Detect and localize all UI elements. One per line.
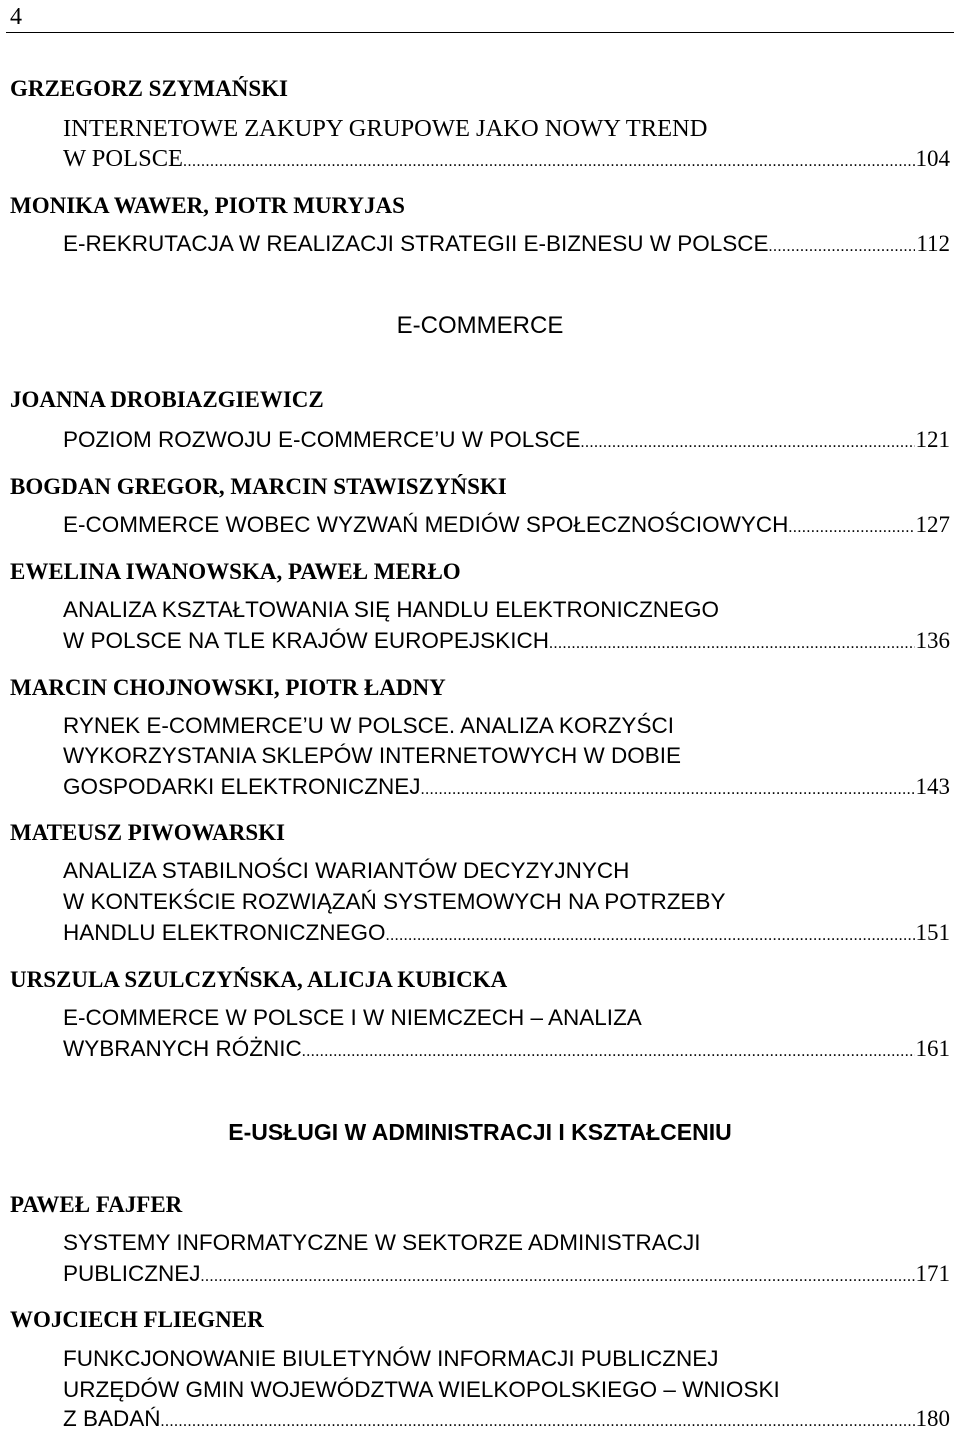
toc-title-line: RYNEK E-COMMERCE’U W POLSCE. ANALIZA KORZYŚCI bbox=[63, 713, 674, 738]
toc-title-line: W POLSCE NA TLE KRAJÓW EUROPEJSKICH bbox=[63, 628, 549, 653]
dot-leader bbox=[769, 232, 916, 262]
toc-title-line: E-REKRUTACJA W REALIZACJI STRATEGII E-BIZNESU W POLSCE bbox=[63, 231, 769, 256]
toc-title-line: WYKORZYSTANIA SKLEPÓW INTERNETOWYCH W DOBIE bbox=[63, 743, 681, 768]
toc-entry-link[interactable] bbox=[63, 1404, 950, 1437]
toc-author: EWELINA IWANOWSKA, PAWEŁ MERŁO bbox=[10, 559, 461, 584]
toc-title-line: FUNKCJONOWANIE BIULETYNÓW INFORMACJI PUBLICZNEJ bbox=[63, 1346, 719, 1371]
toc-entry-link[interactable] bbox=[63, 1034, 950, 1067]
toc-page-number: 112 bbox=[916, 231, 950, 256]
toc-title-line: HANDLU ELEKTRONICZNEGO bbox=[63, 920, 386, 945]
dot-leader bbox=[788, 513, 914, 543]
page-number: 4 bbox=[10, 4, 22, 30]
toc-entry-link[interactable] bbox=[63, 918, 950, 951]
toc-title-line: W KONTEKŚCIE ROZWIĄZAŃ SYSTEMOWYCH NA POTRZEBY bbox=[63, 889, 726, 914]
toc-author: MATEUSZ PIWOWARSKI bbox=[10, 820, 285, 845]
toc-author: URSZULA SZULCZYŃSKA, ALICJA KUBICKA bbox=[10, 967, 508, 992]
toc-title-line: WYBRANYCH RÓŻNIC bbox=[63, 1036, 302, 1061]
toc-author: MARCIN CHOJNOWSKI, PIOTR ŁADNY bbox=[10, 675, 446, 700]
dot-leader bbox=[183, 147, 914, 177]
toc-title-line: E-COMMERCE W POLSCE I W NIEMCZECH – ANALIZA bbox=[63, 1005, 642, 1030]
toc-page-number: 171 bbox=[915, 1261, 950, 1286]
toc-entry-link[interactable] bbox=[63, 229, 950, 262]
toc-entry-link[interactable] bbox=[63, 1259, 950, 1292]
toc-title-line: W POLSCE bbox=[63, 145, 184, 172]
toc-page-number: 104 bbox=[915, 146, 950, 171]
toc-author: MONIKA WAWER, PIOTR MURYJAS bbox=[10, 193, 405, 218]
toc-title-line: GOSPODARKI ELEKTRONICZNEJ bbox=[63, 774, 421, 799]
toc-title-line: URZĘDÓW GMIN WOJEWÓDZTWA WIELKOPOLSKIEGO – WNIOSKI bbox=[63, 1377, 780, 1402]
dot-leader bbox=[302, 1037, 915, 1067]
section-heading: E-COMMERCE bbox=[396, 312, 564, 339]
toc-title-line: PUBLICZNEJ bbox=[63, 1261, 201, 1286]
toc-title-line: ANALIZA STABILNOŚCI WARIANTÓW DECYZYJNYCH bbox=[63, 858, 630, 883]
toc-page-number: 121 bbox=[915, 427, 950, 452]
toc-author: PAWEŁ FAJFER bbox=[10, 1192, 183, 1217]
dot-leader bbox=[161, 1407, 915, 1437]
dot-leader bbox=[386, 921, 915, 951]
toc-title-line: ANALIZA KSZTAŁTOWANIA SIĘ HANDLU ELEKTRONICZNEGO bbox=[63, 597, 719, 622]
toc-title-line: E-COMMERCE WOBEC WYZWAŃ MEDIÓW SPOŁECZNOŚCIOWYCH bbox=[63, 512, 789, 537]
header-rule bbox=[6, 32, 954, 33]
toc-title-line: POZIOM ROZWOJU E-COMMERCE’U W POLSCE bbox=[63, 427, 581, 452]
toc-title-line: Z BADAŃ bbox=[63, 1406, 161, 1431]
toc-author: BOGDAN GREGOR, MARCIN STAWISZYŃSKI bbox=[10, 474, 507, 499]
toc-entry-link[interactable] bbox=[63, 510, 950, 543]
toc-page-number: 143 bbox=[915, 774, 950, 799]
toc-author: JOANNA DROBIAZGIEWICZ bbox=[10, 387, 324, 412]
toc-title-line: SYSTEMY INFORMATYCZNE W SEKTORZE ADMINISTRACJI bbox=[63, 1230, 701, 1255]
toc-page-number: 161 bbox=[915, 1036, 950, 1061]
toc-title-line: INTERNETOWE ZAKUPY GRUPOWE JAKO NOWY TREND bbox=[63, 115, 708, 142]
dot-leader bbox=[549, 629, 915, 659]
section-heading: E-USŁUGI W ADMINISTRACJI I KSZTAŁCENIU bbox=[228, 1119, 732, 1145]
toc-page-number: 127 bbox=[915, 512, 950, 537]
toc-author: GRZEGORZ SZYMAŃSKI bbox=[10, 76, 288, 101]
toc-page-number: 136 bbox=[915, 628, 950, 653]
dot-leader bbox=[201, 1262, 915, 1292]
toc-entry-link[interactable] bbox=[63, 772, 950, 805]
toc-entry-link[interactable] bbox=[63, 626, 950, 659]
toc-author: WOJCIECH FLIEGNER bbox=[10, 1307, 264, 1332]
toc-page-number: 151 bbox=[915, 920, 950, 945]
toc-page-number: 180 bbox=[915, 1406, 950, 1431]
toc-entry-link[interactable] bbox=[63, 425, 950, 458]
dot-leader bbox=[581, 428, 915, 458]
toc-entry-link[interactable] bbox=[63, 144, 950, 177]
dot-leader bbox=[421, 775, 915, 805]
